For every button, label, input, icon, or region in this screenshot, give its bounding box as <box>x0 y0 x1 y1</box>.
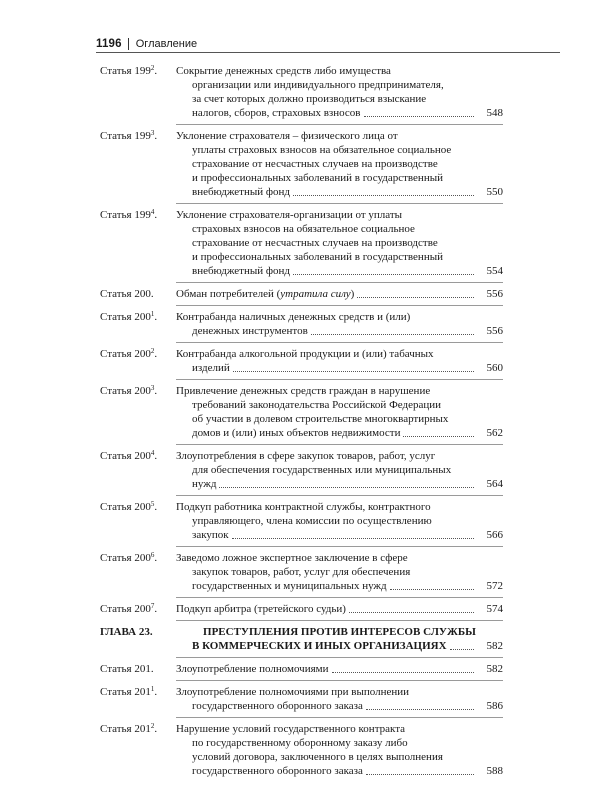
entry-title-line <box>176 310 503 324</box>
entry-title-line <box>176 324 503 338</box>
dot-leader <box>293 274 474 275</box>
table-of-contents <box>100 64 503 787</box>
entry-title-line <box>176 764 503 778</box>
entry-divider <box>176 620 503 621</box>
entry-page-number: 574 <box>486 603 503 615</box>
entry-title-line <box>176 250 503 264</box>
entry-label: Статья $199^2$. <box>100 64 158 77</box>
entry-divider <box>176 546 503 547</box>
toc-entry[interactable] <box>100 384 503 440</box>
entry-title-line <box>176 750 503 764</box>
entry-page-number: 588 <box>486 765 503 777</box>
entry-title <box>176 449 503 491</box>
entry-divider <box>176 203 503 204</box>
entry-page-number: 548 <box>486 107 503 119</box>
entry-label: Статья $200^4$. <box>100 449 158 462</box>
entry-title-text: государственных и муниципальных нужд <box>192 580 387 592</box>
entry-title-text: ПРЕСТУПЛЕНИЯ ПРОТИВ ИНТЕРЕСОВ СЛУЖБЫ <box>203 626 476 638</box>
entry-title-line <box>176 602 503 616</box>
entry-title-line <box>176 477 503 491</box>
entry-label-superscript: 3 <box>150 384 155 392</box>
entry-title-text: закупок товаров, работ, услуг для обеспечения <box>192 566 411 578</box>
entry-label: Статья $201^1$. <box>100 685 158 698</box>
section-title: Оглавление <box>135 38 198 50</box>
entry-label-text: Статья 200 <box>100 348 151 360</box>
chapter-entry[interactable] <box>100 625 503 653</box>
entry-label: Статья $200^3$. <box>100 384 158 397</box>
toc-entry[interactable] <box>100 310 503 338</box>
dot-leader <box>390 589 474 590</box>
entry-title-text: Подкуп работника контрактной службы, контрактного <box>176 501 431 513</box>
entry-title-line <box>176 412 503 426</box>
entry-label-superscript: 2 <box>150 64 155 72</box>
dot-leader <box>233 371 474 372</box>
entry-title-text: закупок <box>192 529 229 541</box>
toc-entry[interactable] <box>100 129 503 199</box>
entry-page-number: 566 <box>486 529 503 541</box>
entry-title <box>176 129 503 199</box>
entry-title <box>176 64 503 120</box>
toc-entry[interactable] <box>100 64 503 120</box>
entry-title <box>176 208 503 278</box>
entry-label <box>100 625 176 639</box>
dot-leader <box>366 774 474 775</box>
entry-title-line <box>176 92 503 106</box>
entry-title-line <box>176 514 503 528</box>
entry-page-number: 556 <box>486 288 503 300</box>
entry-title-text: нужд <box>192 478 217 490</box>
entry-title-text: изделий <box>192 362 230 374</box>
entry-title-text: и профессиональных заболеваний в государственный <box>192 172 443 184</box>
entry-title-text: Злоупотребление полномочиями <box>176 663 329 675</box>
entry-title-line <box>176 699 503 713</box>
entry-title-line <box>176 236 503 250</box>
entry-title-text: страхование от несчастных случаев на производстве <box>192 237 438 249</box>
entry-label-superscript: 4 <box>150 449 155 457</box>
dot-leader <box>311 334 474 335</box>
entry-title-line <box>176 361 503 375</box>
entry-label-text: Статья 200 <box>100 450 151 462</box>
entry-title-line <box>176 398 503 412</box>
entry-title-text: организации или индивидуального предпринимателя, <box>192 79 444 91</box>
entry-label-text: ГЛАВА 23. <box>100 626 153 638</box>
entry-page-number: 550 <box>486 186 503 198</box>
entry-title-line <box>176 347 503 361</box>
entry-title-text: Уклонение страхователя – физического лица от <box>176 130 398 142</box>
dot-leader <box>357 297 474 298</box>
entry-label <box>100 662 176 676</box>
entry-page-number: 582 <box>486 663 503 675</box>
repealed-note: утратила силу <box>280 288 351 300</box>
entry-title-text: В КОММЕРЧЕСКИХ И ИНЫХ ОРГАНИЗАЦИЯХ <box>192 640 447 652</box>
entry-title-line <box>176 579 503 593</box>
entry-title <box>176 287 503 301</box>
entry-label-superscript: 2 <box>150 347 155 355</box>
dot-leader <box>366 709 474 710</box>
entry-title <box>176 310 503 338</box>
entry-divider <box>176 657 503 658</box>
entry-label-text: Статья 199 <box>100 209 151 221</box>
entry-title-line <box>176 426 503 440</box>
entry-title-line <box>176 528 503 542</box>
toc-entry[interactable] <box>100 722 503 778</box>
entry-title-line <box>176 384 503 398</box>
entry-title-text: внебюджетный фонд <box>192 265 290 277</box>
entry-title-text: Подкуп арбитра (третейского судьи) <box>176 603 346 615</box>
entry-title <box>176 500 503 542</box>
entry-label <box>100 287 176 301</box>
entry-label-text: Статья 201 <box>100 723 151 735</box>
toc-entry[interactable] <box>100 449 503 491</box>
entry-title-line <box>176 287 503 301</box>
entry-title-text: Привлечение денежных средств граждан в нарушение <box>176 385 431 397</box>
entry-label-superscript: 2 <box>150 722 155 730</box>
entry-label: Статья $199^3$. <box>100 129 158 142</box>
entry-divider <box>176 680 503 681</box>
entry-title-text: Уклонение страхователя-организации от уплаты <box>176 209 403 221</box>
entry-divider <box>176 444 503 445</box>
entry-title-text: условий договора, заключенного в целях выполнения <box>192 751 443 763</box>
entry-title <box>176 722 503 778</box>
dot-leader <box>232 538 474 539</box>
entry-label: Статья $200^5$. <box>100 500 158 513</box>
entry-label-text: Статья 199 <box>100 65 151 77</box>
entry-label: Статья $201^2$. <box>100 722 158 735</box>
toc-entry[interactable] <box>100 208 503 278</box>
entry-title-text: государственного оборонного заказа <box>192 700 363 712</box>
entry-label-superscript: 3 <box>150 129 155 137</box>
entry-divider <box>176 124 503 125</box>
entry-title-text: Злоупотребление полномочиями при выполнении <box>176 686 410 698</box>
entry-title-text: Нарушение условий государственного контракта <box>176 723 406 735</box>
entry-divider <box>176 305 503 306</box>
entry-page-number: 564 <box>486 478 503 490</box>
dot-leader <box>364 116 475 117</box>
entry-title-line <box>176 208 503 222</box>
entry-title <box>176 685 503 713</box>
header-separator <box>128 38 129 50</box>
entry-title-text: денежных инструментов <box>192 325 308 337</box>
entry-title <box>176 625 503 653</box>
entry-title-text: управляющего, члена комиссии по осуществлению <box>192 515 432 527</box>
entry-label-text: Статья 200. <box>100 288 154 300</box>
entry-divider <box>176 379 503 380</box>
entry-label: Статья $200^2$. <box>100 347 158 360</box>
entry-label-superscript: 5 <box>150 500 155 508</box>
entry-title-text: Контрабанда наличных денежных средств и (или) <box>176 311 411 323</box>
entry-page-number: 560 <box>486 362 503 374</box>
entry-label-text: Статья 200 <box>100 552 151 564</box>
toc-entry[interactable] <box>100 347 503 375</box>
entry-title-line <box>176 685 503 699</box>
entry-divider <box>176 282 503 283</box>
toc-entry[interactable] <box>100 551 503 593</box>
entry-label: Статья $200^7$. <box>100 602 158 615</box>
entry-title <box>176 602 503 616</box>
entry-title-line <box>176 64 503 78</box>
header-rule <box>96 52 560 53</box>
entry-label-text: Статья 200 <box>100 603 151 615</box>
entry-page-number: 572 <box>486 580 503 592</box>
entry-label-text: Статья 201. <box>100 663 154 675</box>
entry-title-line <box>176 78 503 92</box>
entry-page-number: 562 <box>486 427 503 439</box>
entry-title-line <box>176 639 503 653</box>
entry-title-text: государственного оборонного заказа <box>192 765 363 777</box>
entry-label-text: Статья 201 <box>100 686 151 698</box>
entry-title <box>176 347 503 375</box>
entry-title-text: страховых взносов на обязательное социальное <box>192 223 415 235</box>
entry-title-line <box>176 171 503 185</box>
entry-title-text: Заведомо ложное экспертное заключение в сфере <box>176 552 408 564</box>
entry-title-line <box>176 722 503 736</box>
entry-label: Статья $200^1$. <box>100 310 158 323</box>
entry-title-text: за счет которых должно производиться взыскание <box>192 93 427 105</box>
entry-title-text: налогов, сборов, страховых взносов <box>192 107 361 119</box>
entry-label-superscript: 7 <box>150 602 155 610</box>
toc-entry[interactable] <box>100 500 503 542</box>
dot-leader <box>403 436 474 437</box>
entry-title-text: об участии в долевом строительстве многоквартирных <box>192 413 449 425</box>
entry-title-line <box>176 625 503 639</box>
entry-title <box>176 384 503 440</box>
entry-title-line <box>176 662 503 676</box>
dot-leader <box>293 195 474 196</box>
entry-page-number: 582 <box>486 640 503 652</box>
dot-leader <box>450 649 474 650</box>
entry-label-text: Статья 200 <box>100 501 151 513</box>
entry-title-text: Злоупотребления в сфере закупок товаров, работ, услуг <box>176 450 436 462</box>
dot-leader <box>349 612 474 613</box>
toc-entry[interactable] <box>100 287 503 301</box>
entry-title-line <box>176 551 503 565</box>
entry-title-line <box>176 736 503 750</box>
entry-divider <box>176 717 503 718</box>
entry-title-line <box>176 264 503 278</box>
entry-title-text: Обман потребителей (утратила силу) <box>176 288 355 300</box>
entry-label-text: Статья 200 <box>100 385 151 397</box>
entry-title-line <box>176 222 503 236</box>
entry-title <box>176 662 503 676</box>
entry-title-line <box>176 106 503 120</box>
entry-title <box>176 551 503 593</box>
entry-label-text: Статья 200 <box>100 311 151 323</box>
entry-title-line <box>176 129 503 143</box>
entry-title-text: Контрабанда алкогольной продукции и (или) табачных <box>176 348 434 360</box>
entry-title-text: и профессиональных заболеваний в государственный <box>192 251 443 263</box>
entry-label-text: Статья 199 <box>100 130 151 142</box>
entry-page-number: 556 <box>486 325 503 337</box>
entry-label: Статья $200^6$. <box>100 551 158 564</box>
entry-title-text: требований законодательства Российской Федерации <box>192 399 442 411</box>
entry-title-line <box>176 157 503 171</box>
entry-title-text: Сокрытие денежных средств либо имущества <box>176 65 391 77</box>
page-number: 1196 <box>96 38 122 50</box>
entry-label-superscript: 1 <box>150 310 155 318</box>
entry-divider <box>176 495 503 496</box>
entry-title-line <box>176 143 503 157</box>
entry-title-line <box>176 463 503 477</box>
toc-entry[interactable] <box>100 602 503 616</box>
entry-title-text: домов и (или) иных объектов недвижимости <box>192 427 401 439</box>
entry-divider <box>176 597 503 598</box>
entry-divider <box>176 342 503 343</box>
entry-label-superscript: 1 <box>150 685 155 693</box>
entry-title-text: по государственному оборонному заказу либо <box>192 737 408 749</box>
entry-label: Статья $199^4$. <box>100 208 158 221</box>
dot-leader <box>332 672 474 673</box>
entry-title-text: для обеспечения государственных или муниципальных <box>192 464 452 476</box>
toc-entry[interactable] <box>100 685 503 713</box>
entry-title-line <box>176 565 503 579</box>
toc-entry[interactable] <box>100 662 503 676</box>
entry-title-line <box>176 449 503 463</box>
entry-title-text: внебюджетный фонд <box>192 186 290 198</box>
entry-title-text: страхование от несчастных случаев на производстве <box>192 158 438 170</box>
entry-label-superscript: 4 <box>150 208 155 216</box>
entry-label-superscript: 6 <box>150 551 155 559</box>
entry-page-number: 586 <box>486 700 503 712</box>
entry-title-line <box>176 500 503 514</box>
dot-leader <box>219 487 474 488</box>
entry-title-line <box>176 185 503 199</box>
entry-title-text: уплаты страховых взносов на обязательное социальное <box>192 144 452 156</box>
entry-page-number: 554 <box>486 265 503 277</box>
